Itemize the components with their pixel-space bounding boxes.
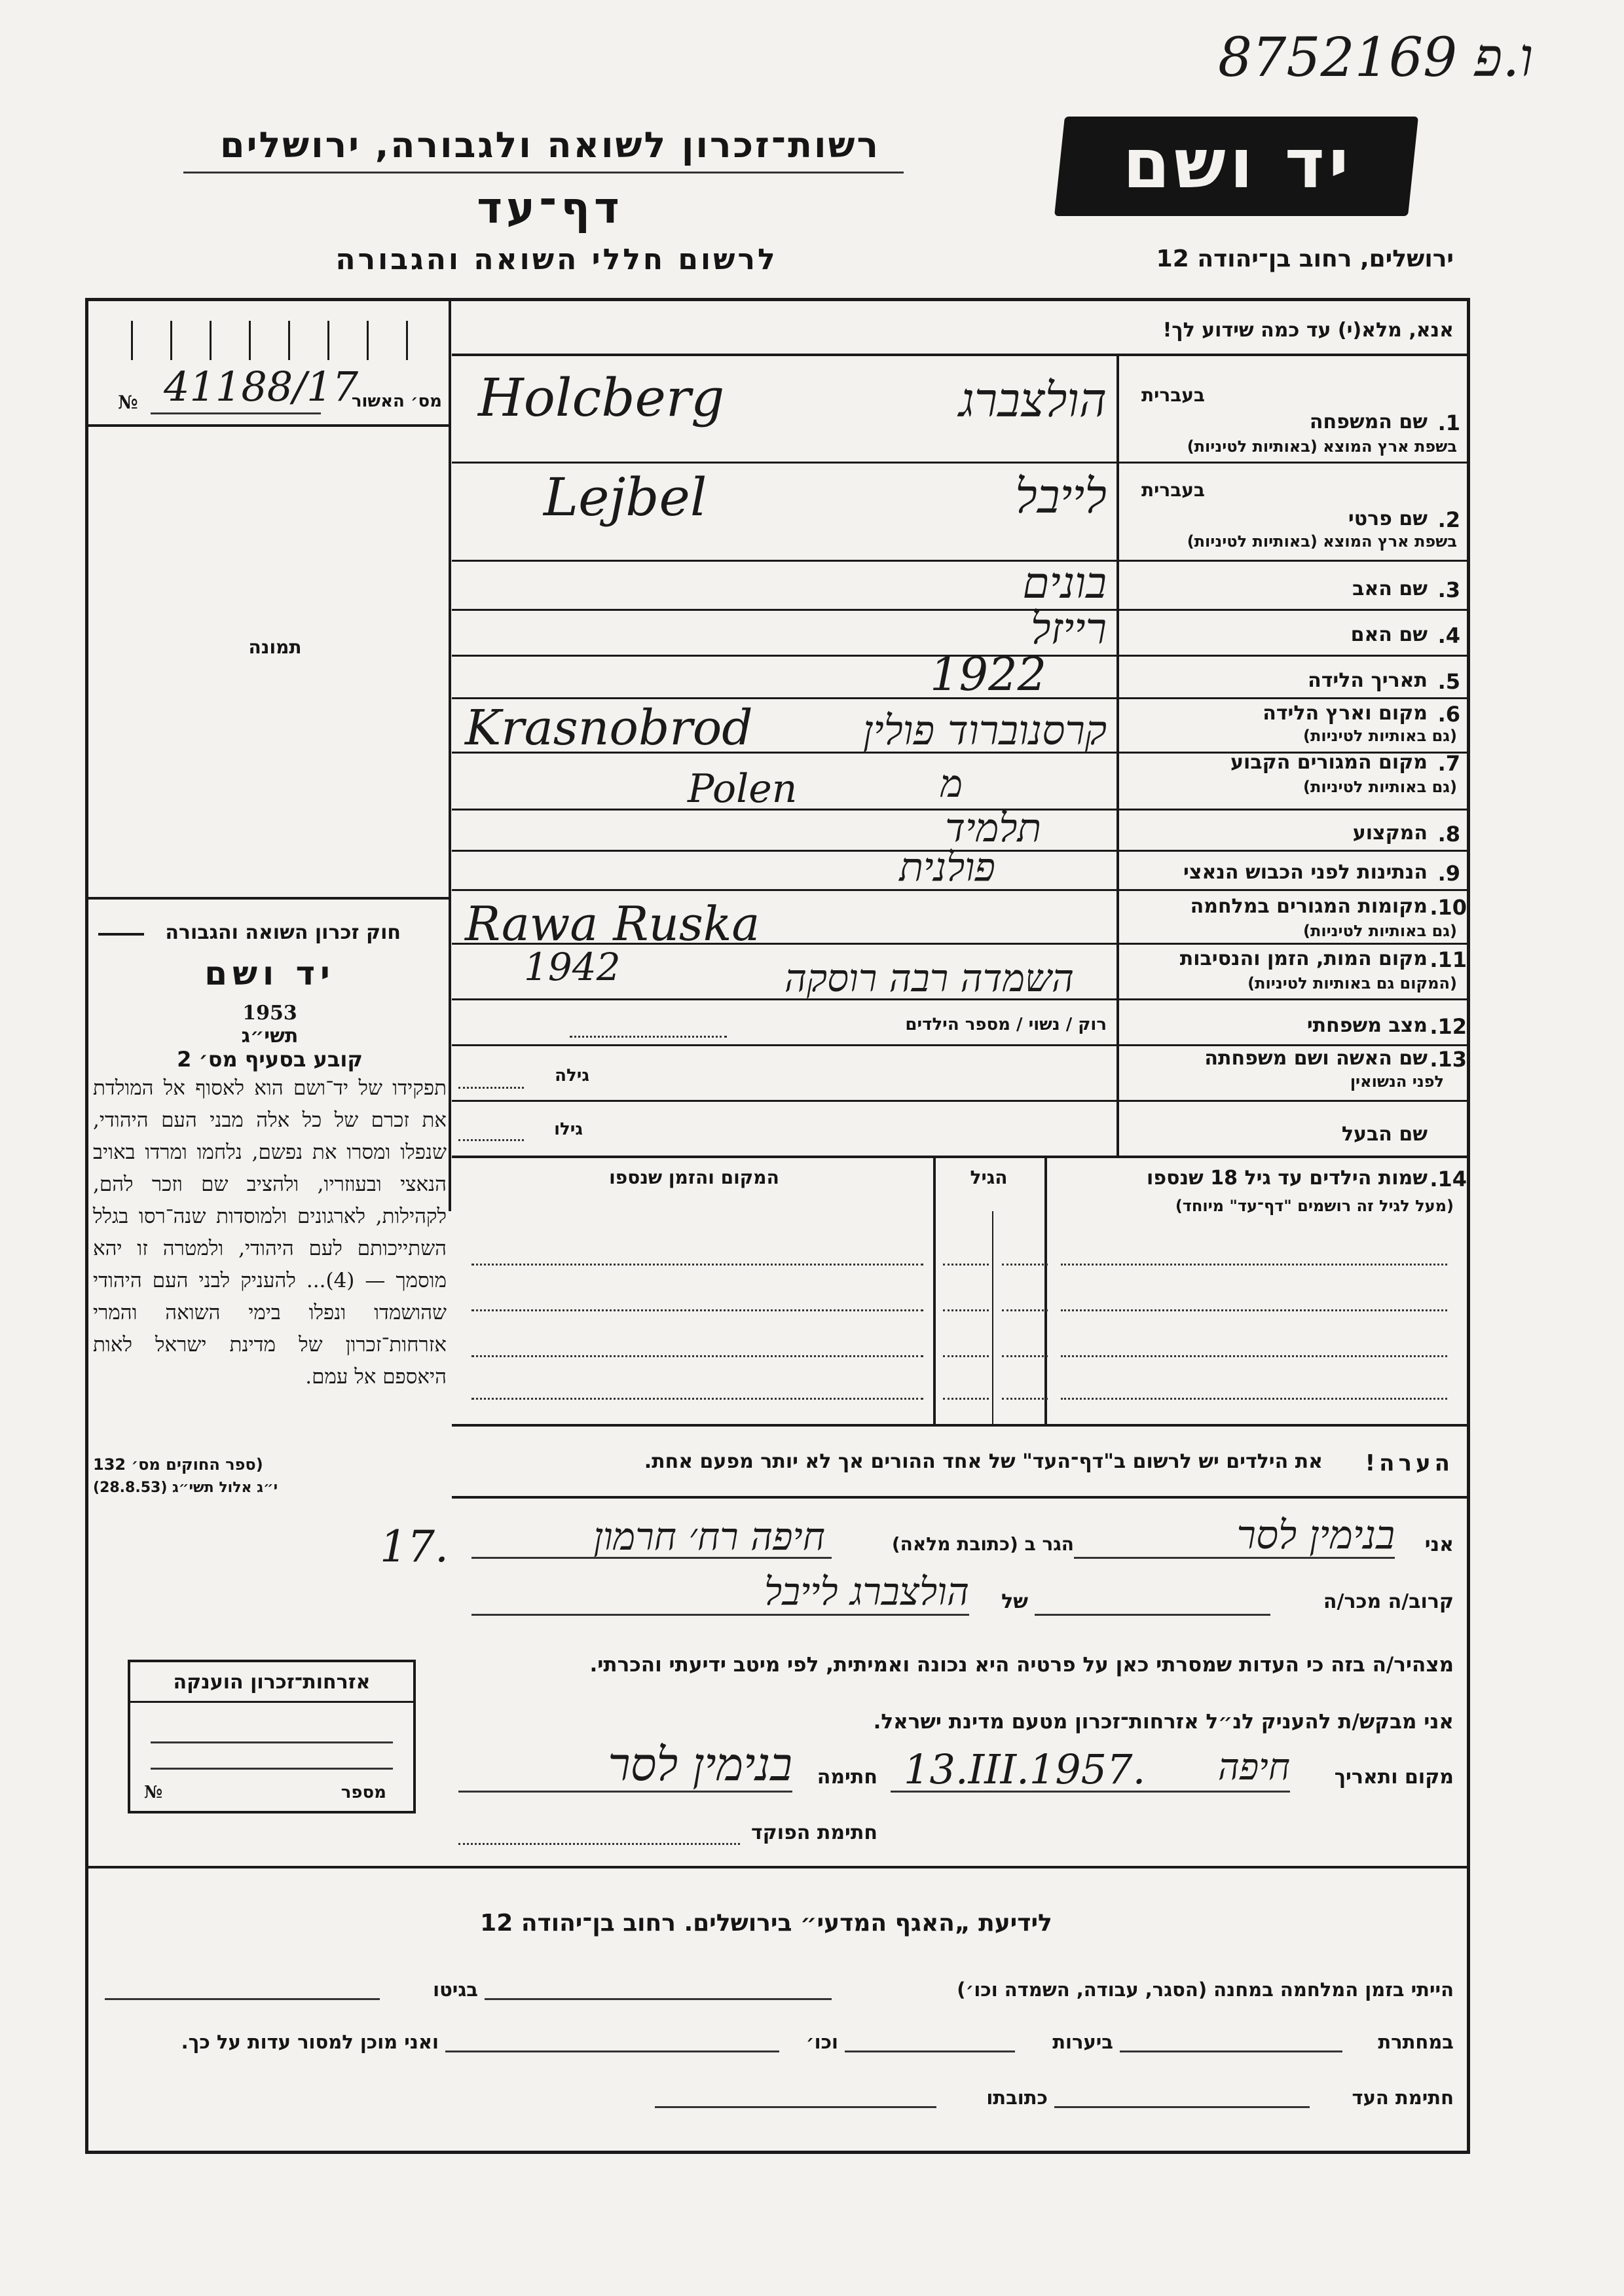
place-date-line: [891, 1791, 1290, 1793]
field-13-sub: לפני הנשואין: [1350, 1072, 1444, 1091]
field-6-sub: (גם באותיות לטיניות): [1303, 727, 1457, 745]
citizenship-number-label: מספר: [341, 1783, 386, 1802]
info-line1-blank: [485, 1998, 832, 2000]
declarant-address-label: הגר ב (כתובת מלאה): [891, 1533, 1074, 1555]
relation-line: [1035, 1614, 1270, 1616]
field-14-divider: [452, 1156, 1470, 1158]
field-1-tag: בעברית: [1141, 384, 1205, 406]
law-ref-1: (ספר החוקים מס׳ 132: [93, 1455, 263, 1474]
law-ref-2: י״ג אלול תשי״ג (28.8.53): [93, 1480, 278, 1496]
field-7-latin: Polen: [688, 766, 798, 812]
field-6-num: 6.: [1437, 702, 1460, 727]
field-2-label: שם פרטי: [1348, 507, 1428, 530]
field-11-line: [452, 998, 1470, 1000]
info-line3-mid: כתובתו: [986, 2086, 1048, 2109]
field-1-label: שם המשפחה: [1309, 410, 1428, 433]
field-1-hebrew: הולצברג: [959, 373, 1107, 428]
registration-ticks: [92, 314, 449, 367]
note-bottom-line: [452, 1496, 1470, 1499]
field-4-hebrew: רייזל: [1030, 604, 1107, 654]
field-4-num: 4.: [1437, 623, 1460, 648]
place-date-label: מקום ותאריך: [1334, 1766, 1454, 1789]
official-dots: [458, 1843, 740, 1845]
field-8-hebrew: תלמיד: [945, 805, 1041, 851]
law-year-hebrew: תשי״ג: [241, 1025, 299, 1048]
field-12-line: [452, 1044, 1470, 1046]
field-10-sub: (גם באותיות לטיניות): [1303, 922, 1457, 940]
note-text: את הילדים יש לרשום ב"דף־העד" של אחד ההורים אך לא יותר מפעם אחת.: [644, 1450, 1323, 1473]
instructions: אנא, מלא(י) עד כמה שידוע לך!: [1162, 319, 1454, 342]
wife-age-label: גילה: [555, 1066, 589, 1085]
citizenship-title: אזרחות־זכרון הוענקה: [173, 1671, 371, 1694]
declarant-name-line: [1074, 1557, 1395, 1559]
field-11-label: מקום המות, הזמן והנסיבות: [1179, 947, 1428, 970]
field-7-num: 7.: [1437, 751, 1460, 776]
registration-label: מס׳ האשור: [351, 392, 442, 411]
official-label: חתימת הפוקד: [751, 1821, 877, 1844]
form-subtitle: לרשום חללי השואה והגבורה: [335, 243, 778, 276]
registration-no-sign: №: [118, 392, 138, 413]
field-4-label: שם האם: [1350, 623, 1428, 646]
field-1-latin: Holcberg: [478, 367, 725, 428]
signature-line: [458, 1791, 792, 1793]
field-3-num: 3.: [1437, 577, 1460, 602]
relation-label: קרוב/ה מכר/ה: [1323, 1590, 1454, 1613]
field-11-hebrew: השמדה רבה רוסקה: [784, 956, 1074, 1000]
field-2-sub: בשפת ארץ המוצא (באותיות לטיניות): [1187, 532, 1457, 551]
info-line1-blank-2: [105, 1998, 380, 2000]
info-line2-mid1: ביערות: [1052, 2031, 1113, 2053]
husband-age-dots: [458, 1139, 524, 1141]
citizenship-row-2: [151, 1768, 393, 1770]
citizenship-title-line: [128, 1701, 416, 1703]
field-7-hebrew: מ: [940, 761, 963, 806]
field-14-label: שמות הילדים עד גיל 18 שנספו: [1147, 1167, 1428, 1190]
field-2-tag: בעברית: [1141, 479, 1205, 501]
field-11-num: 11.: [1430, 947, 1467, 972]
law-year: 1953: [242, 1002, 297, 1025]
field-6-label: מקום וארץ הלידה: [1263, 702, 1428, 725]
info-line2-blank-2: [845, 2050, 1015, 2052]
logo-text: יד ושם: [1122, 124, 1353, 204]
field-5-value: 1922: [930, 647, 1047, 701]
of-name-line: [471, 1614, 969, 1616]
info-line2-start: במחתרת: [1378, 2031, 1454, 2053]
field-13-label: שם האשה ושם משפחתה: [1204, 1047, 1428, 1070]
instructions-divider: [452, 354, 1470, 356]
field-11-sub: (המקום גם באותיות לטיניות): [1247, 974, 1457, 993]
law-name: יד ושם: [204, 955, 335, 993]
note-label: הערה!: [1365, 1450, 1454, 1476]
declarant-name: בנימין לסר: [1236, 1512, 1395, 1558]
field-11-year: 1942: [524, 945, 621, 989]
declaration-date: 13.III.1957.: [904, 1745, 1146, 1793]
field-1-sub: בשפת ארץ המוצא (באותיות לטיניות): [1187, 437, 1457, 456]
law-text: תפקידו של יד־ושם הוא לאסוף אל המולדת את זכרם של כל אלה מבני העם היהודי, שנפלו ומסרו את נפשם, נלחמו ומרדו באויב הנאצי ובעוזריו, ולהציב שם וזכר להם, לקהילות, לארגונים ולמוסדות שנה־רסו בגלל השתייכותם לעם היהודי, ולמטרה זו יהא מוסמך — (4)... להעניק לבני העם היהודי שהושמדו ונפלו בימי השואה והמרי אזרחות־זכרון של מדינת ישראל לאות היאספם אל עמם.: [93, 1076, 447, 1389]
field-7-label: מקום המגורים הקבוע: [1230, 751, 1428, 774]
left-column-divider: [449, 298, 451, 1211]
field-9-label: הנתינות לפני הכבוש הנאצי: [1183, 861, 1428, 884]
field-9-line: [452, 889, 1470, 891]
photo-divider: [85, 897, 449, 900]
children-bottom-line: [452, 1424, 1470, 1427]
info-line3-start: חתימת העד: [1352, 2086, 1454, 2109]
field-7-sub: (גם באותיות לטיניות): [1303, 778, 1457, 796]
registration-value: 41188/17: [164, 363, 359, 410]
field-8-num: 8.: [1437, 822, 1460, 847]
field-9-num: 9.: [1437, 861, 1460, 886]
signature: בנימין לסר: [608, 1738, 792, 1791]
label-column-divider: [1116, 354, 1119, 1156]
declarant-address: חיפה רח׳ חרמון: [593, 1514, 825, 1559]
field-10-latin: Rawa Ruska: [465, 896, 760, 951]
citizenship-no-sign: №: [144, 1783, 163, 1802]
archive-number: 8ו.פ 752169: [1218, 27, 1534, 89]
field-6-hebrew: קרסנוברוד פולין: [862, 706, 1107, 754]
children-col-age: הגיל: [970, 1167, 1008, 1188]
info-line2-blank-1: [1120, 2050, 1342, 2052]
declarant-i-label: אני: [1424, 1533, 1454, 1556]
info-line2-blank-3: [445, 2050, 779, 2052]
photo-label: תמונה: [248, 636, 302, 658]
field-1-num: 1.: [1437, 410, 1460, 435]
field-3-hebrew: בונים: [1022, 558, 1107, 608]
field-14-num: 14.: [1430, 1167, 1467, 1192]
law-title-dash: [98, 933, 144, 936]
citizenship-row-1: [151, 1741, 393, 1743]
signature-label: חתימה: [817, 1766, 877, 1789]
husband-age-label: גילו: [554, 1120, 583, 1139]
field-8-label: המקצוע: [1352, 822, 1428, 845]
field-2-latin: Lejbel: [544, 467, 707, 528]
of-name: הולצברג לייבל: [764, 1569, 969, 1614]
field-5-num: 5.: [1437, 669, 1460, 694]
field-12-label: מצב משפחתי: [1306, 1014, 1428, 1037]
field-10-label: מקומות המגורים במלחמה: [1190, 895, 1428, 918]
field-12-options: רוק / נשוי / מספר הילדים: [905, 1015, 1107, 1034]
address: ירושלים, רחוב בן־יהודה 12: [1156, 246, 1454, 272]
field-1-line: [452, 462, 1470, 464]
authority-line: רשות־זכרון לשואה ולגבורה, ירושלים: [219, 124, 881, 166]
info-line3-blank-2: [655, 2106, 936, 2108]
field-6-latin: Krasnobrod: [465, 700, 753, 756]
registration-divider: [85, 424, 449, 427]
info-line3-blank-1: [1054, 2106, 1310, 2108]
wife-age-dots: [458, 1087, 524, 1089]
field-5-line: [452, 697, 1470, 699]
form-title: דף־עד: [477, 183, 623, 233]
field-3-label: שם האב: [1352, 577, 1428, 600]
info-line2-mid2: וכו׳: [805, 2031, 838, 2053]
statement: מצהיר/ה בזה כי העדות שמסרתי כאן על פרטיה היא נכונה ואמיתית, לפי מיטב ידיעתי והכרתי.: [589, 1653, 1454, 1677]
declarant-house-number: 17.: [380, 1522, 449, 1572]
of-label: של: [1001, 1590, 1028, 1613]
request: אני מבקש/ת להעניק לנ״ל אזרחות־זכרון מטעם מדינת ישראל.: [873, 1710, 1454, 1734]
info-line1-start: הייתי בזמן המלחמה במחנה (הסגר, עבודה, השמדה וכו׳): [957, 1978, 1454, 2001]
declaration-place: חיפה: [1218, 1746, 1290, 1789]
field-2-num: 2.: [1437, 507, 1460, 532]
field-2-hebrew: לייבל: [1015, 469, 1107, 524]
authority-underline: [183, 172, 904, 173]
field-13-num: 13.: [1430, 1047, 1467, 1072]
children-rows: [458, 1231, 1460, 1427]
field-12-dots: [570, 1036, 727, 1038]
children-col-place: המקום והזמן שנספו: [609, 1167, 779, 1188]
declarant-address-line: [471, 1557, 832, 1559]
info-line2-end: ואני מוכן למסור עדות על כך.: [181, 2031, 439, 2053]
field-12-num: 12.: [1430, 1014, 1467, 1039]
law-title: חוק זכרון השואה והגבורה: [165, 921, 401, 944]
field-9-hebrew: פולנית: [899, 845, 995, 890]
law-section: קובע בסעיף מס׳ 2: [177, 1047, 363, 1072]
info-top-line: [85, 1866, 1470, 1868]
field-13-line: [452, 1100, 1470, 1102]
registration-underline: [151, 412, 321, 414]
field-14-sub: (מעל לגיל זה רושמים "דף־עד" מיוחד): [1175, 1197, 1454, 1215]
field-10-num: 10.: [1430, 895, 1467, 920]
field-5-label: תאריך הלידה: [1308, 669, 1428, 692]
info-title: לידיעת „האגף המדעי״ בירושלים. רחוב בן־יהודה 12: [480, 1910, 1052, 1937]
info-line1-end: בגיטו: [433, 1978, 478, 2001]
husband-label: שם הבעל: [1341, 1123, 1428, 1146]
